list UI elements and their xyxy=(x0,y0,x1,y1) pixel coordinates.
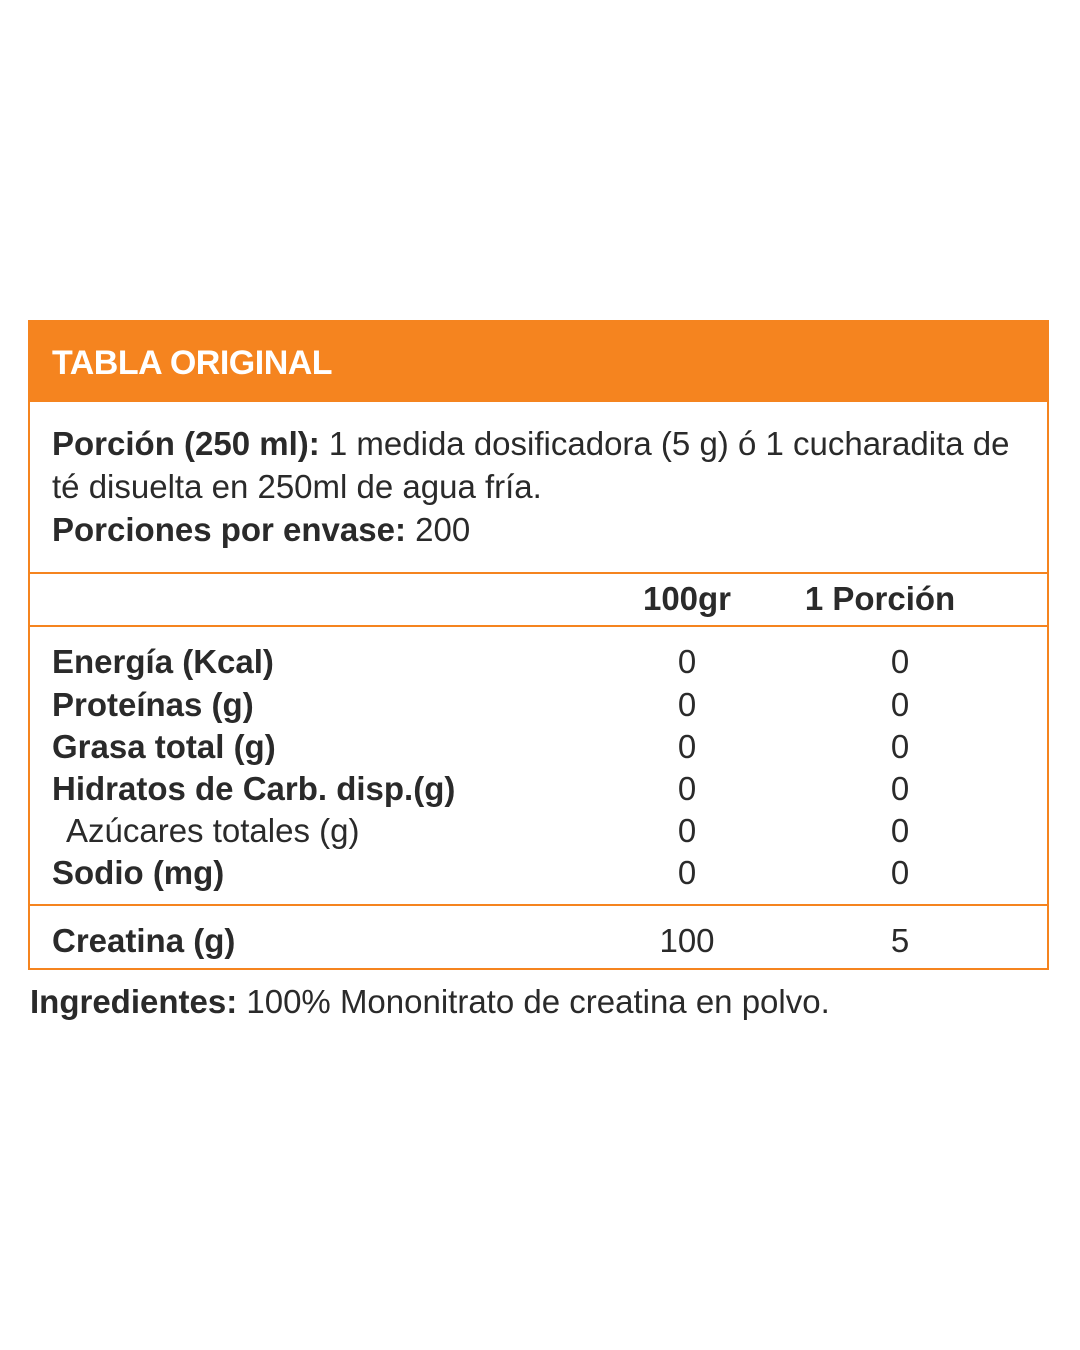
table-row xyxy=(52,770,1027,812)
portion-text: 1 medida dosificadora (5 g) ó 1 cucharadita de té disuelta en 250ml de agua fría. xyxy=(52,425,1010,505)
value-portion: 0 xyxy=(890,812,910,849)
value-100gr: 0 xyxy=(677,728,697,765)
row-label: Sodio (mg) xyxy=(52,854,225,891)
table-row xyxy=(52,686,1027,728)
nutrition-table xyxy=(28,320,1049,970)
servings-value: 200 xyxy=(405,511,471,548)
value-100gr: 100 xyxy=(659,922,715,959)
value-100gr: 0 xyxy=(677,854,697,891)
column-header-100gr: 100gr xyxy=(642,580,732,617)
row-label: Azúcares totales (g) xyxy=(66,812,360,849)
servings-label: Porciones por envase: xyxy=(52,511,406,548)
row-label: Proteínas (g) xyxy=(52,686,254,723)
ingredients xyxy=(30,983,830,1021)
table-row xyxy=(52,643,1027,685)
value-100gr: 0 xyxy=(677,643,697,680)
column-header-portion: 1 Porción xyxy=(804,580,956,617)
value-portion: 0 xyxy=(890,643,910,680)
value-portion: 0 xyxy=(890,854,910,891)
table-row xyxy=(52,812,1027,854)
creatine-row xyxy=(52,922,1027,964)
value-portion: 5 xyxy=(890,922,910,959)
table-header xyxy=(30,322,1047,402)
value-portion: 0 xyxy=(890,686,910,723)
value-100gr: 0 xyxy=(677,770,697,807)
ingredients-label: Ingredientes: xyxy=(30,983,238,1020)
divider xyxy=(30,625,1047,627)
row-label: Energía (Kcal) xyxy=(52,643,274,680)
table-row xyxy=(52,728,1027,770)
row-label: Hidratos de Carb. disp.(g) xyxy=(52,770,456,807)
value-portion: 0 xyxy=(890,770,910,807)
value-100gr: 0 xyxy=(677,812,697,849)
row-label: Creatina (g) xyxy=(52,922,236,959)
divider xyxy=(30,572,1047,574)
value-100gr: 0 xyxy=(677,686,697,723)
portion-label: Porción (250 ml): xyxy=(52,425,320,462)
row-label: Grasa total (g) xyxy=(52,728,276,765)
serving-info xyxy=(52,422,1032,551)
ingredients-text: 100% Mononitrato de creatina en polvo. xyxy=(237,983,830,1020)
table-row xyxy=(52,854,1027,896)
table-title: TABLA ORIGINAL xyxy=(52,344,333,382)
divider xyxy=(30,904,1047,906)
value-portion: 0 xyxy=(890,728,910,765)
